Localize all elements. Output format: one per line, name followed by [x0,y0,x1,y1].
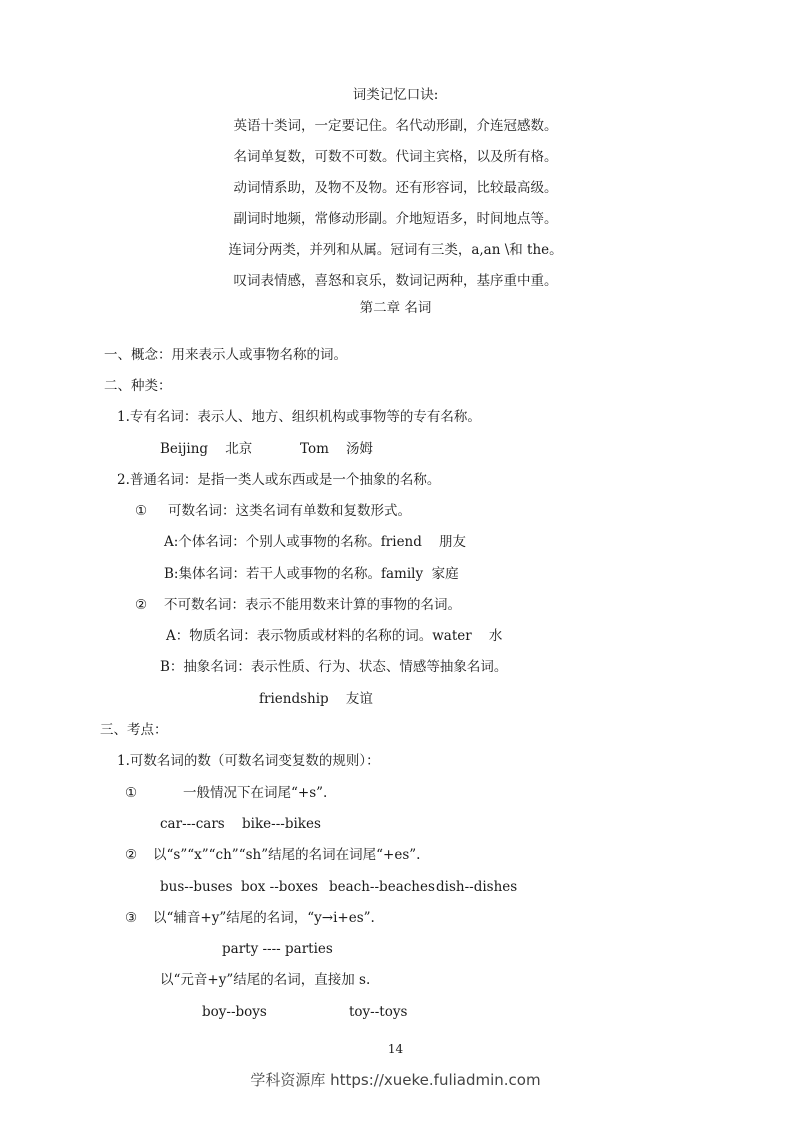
abstract-noun-example: friendship 友谊 [259,691,373,707]
section-types: 二、种类： [104,378,172,394]
proper-noun-heading: 1.专有名词：表示人、地方、组织机构或事物等的专有名称。 [117,409,481,425]
rule-3-example: party ---- parties [222,941,333,957]
material-noun-line: A：物质名词：表示物质或材料的名称的词。water 水 [166,628,503,644]
rule-1-example-1: car---cars [160,816,225,832]
rule-3b-text: 以“元音+y”结尾的名词，直接加 s. [160,972,371,988]
countable-heading: 可数名词：这类名词有单数和复数形式。 [168,503,411,519]
section-key-points: 三、考点： [100,722,168,738]
rule-1-mark: ① [125,785,138,801]
rule-3-text: 以“辅音+y”结尾的名词，“y→i+es”. [153,910,375,926]
watermark: 学科资源库 https://xueke.fuliadmin.com [250,1071,541,1089]
uncountable-heading: 不可数名词：表示不能用数来计算的事物的名词。 [164,597,461,613]
collective-noun-line: B:集体名词：若干人或事物的名称。family 家庭 [164,566,459,582]
mnemonic-line-2: 名词单复数，可数不可数。代词主宾格，以及所有格。 [233,149,558,165]
rule-2-example-3: beach--beaches [329,879,435,895]
rule-2-example-4: dish--dishes [436,879,518,895]
rule-3-mark: ③ [125,910,138,926]
page-number: 14 [387,1042,404,1056]
mnemonic-line-5: 连词分两类，并列和从属。冠词有三类，a,an \和 the。 [228,242,563,258]
individual-noun-line: A:个体名词：个别人或事物的名称。friend 朋友 [164,534,467,550]
uncountable-mark: ② [135,597,148,613]
proper-noun-example-2: Tom 汤姆 [300,441,374,457]
countable-mark: ① [135,503,148,519]
abstract-noun-line: B：抽象名词：表示性质、行为、状态、情感等抽象名词。 [160,659,508,675]
plural-rules-heading: 1.可数名词的数（可数名词变复数的规则）： [117,753,380,769]
mnemonic-line-1: 英语十类词，一定要记住。名代动形副，介连冠感数。 [233,118,558,134]
rule-2-example-1: bus--buses [160,879,233,895]
mnemonic-line-3: 动词情系助，及物不及物。还有形容词，比较最高级。 [233,180,558,196]
mnemonic-line-4: 副词时地频，常修动形副。介地短语多，时间地点等。 [233,211,558,227]
rule-3b-example-1: boy--boys [202,1004,267,1020]
rule-2-mark: ② [125,847,138,863]
rule-3b-example-2: toy--toys [349,1004,408,1020]
rule-2-text: 以“s”“x”“ch”“sh”结尾的名词在词尾“+es”. [153,847,421,863]
rule-2-example-2: box --boxes [241,879,319,895]
chapter-title: 第二章 名词 [359,300,432,316]
rule-1-text: 一般情况下在词尾“+s”. [183,785,328,801]
proper-noun-example-1: Beijing 北京 [160,441,253,457]
common-noun-heading: 2.普通名词：是指一类人或东西或是一个抽象的名称。 [117,472,441,488]
section-concept: 一、概念：用来表示人或事物名称的词。 [104,347,347,363]
mnemonic-line-6: 叹词表情感，喜怒和哀乐，数词记两种，基序重中重。 [233,273,558,289]
mnemonic-title: 词类记忆口诀: [352,87,439,103]
rule-1-example-2: bike---bikes [242,816,321,832]
